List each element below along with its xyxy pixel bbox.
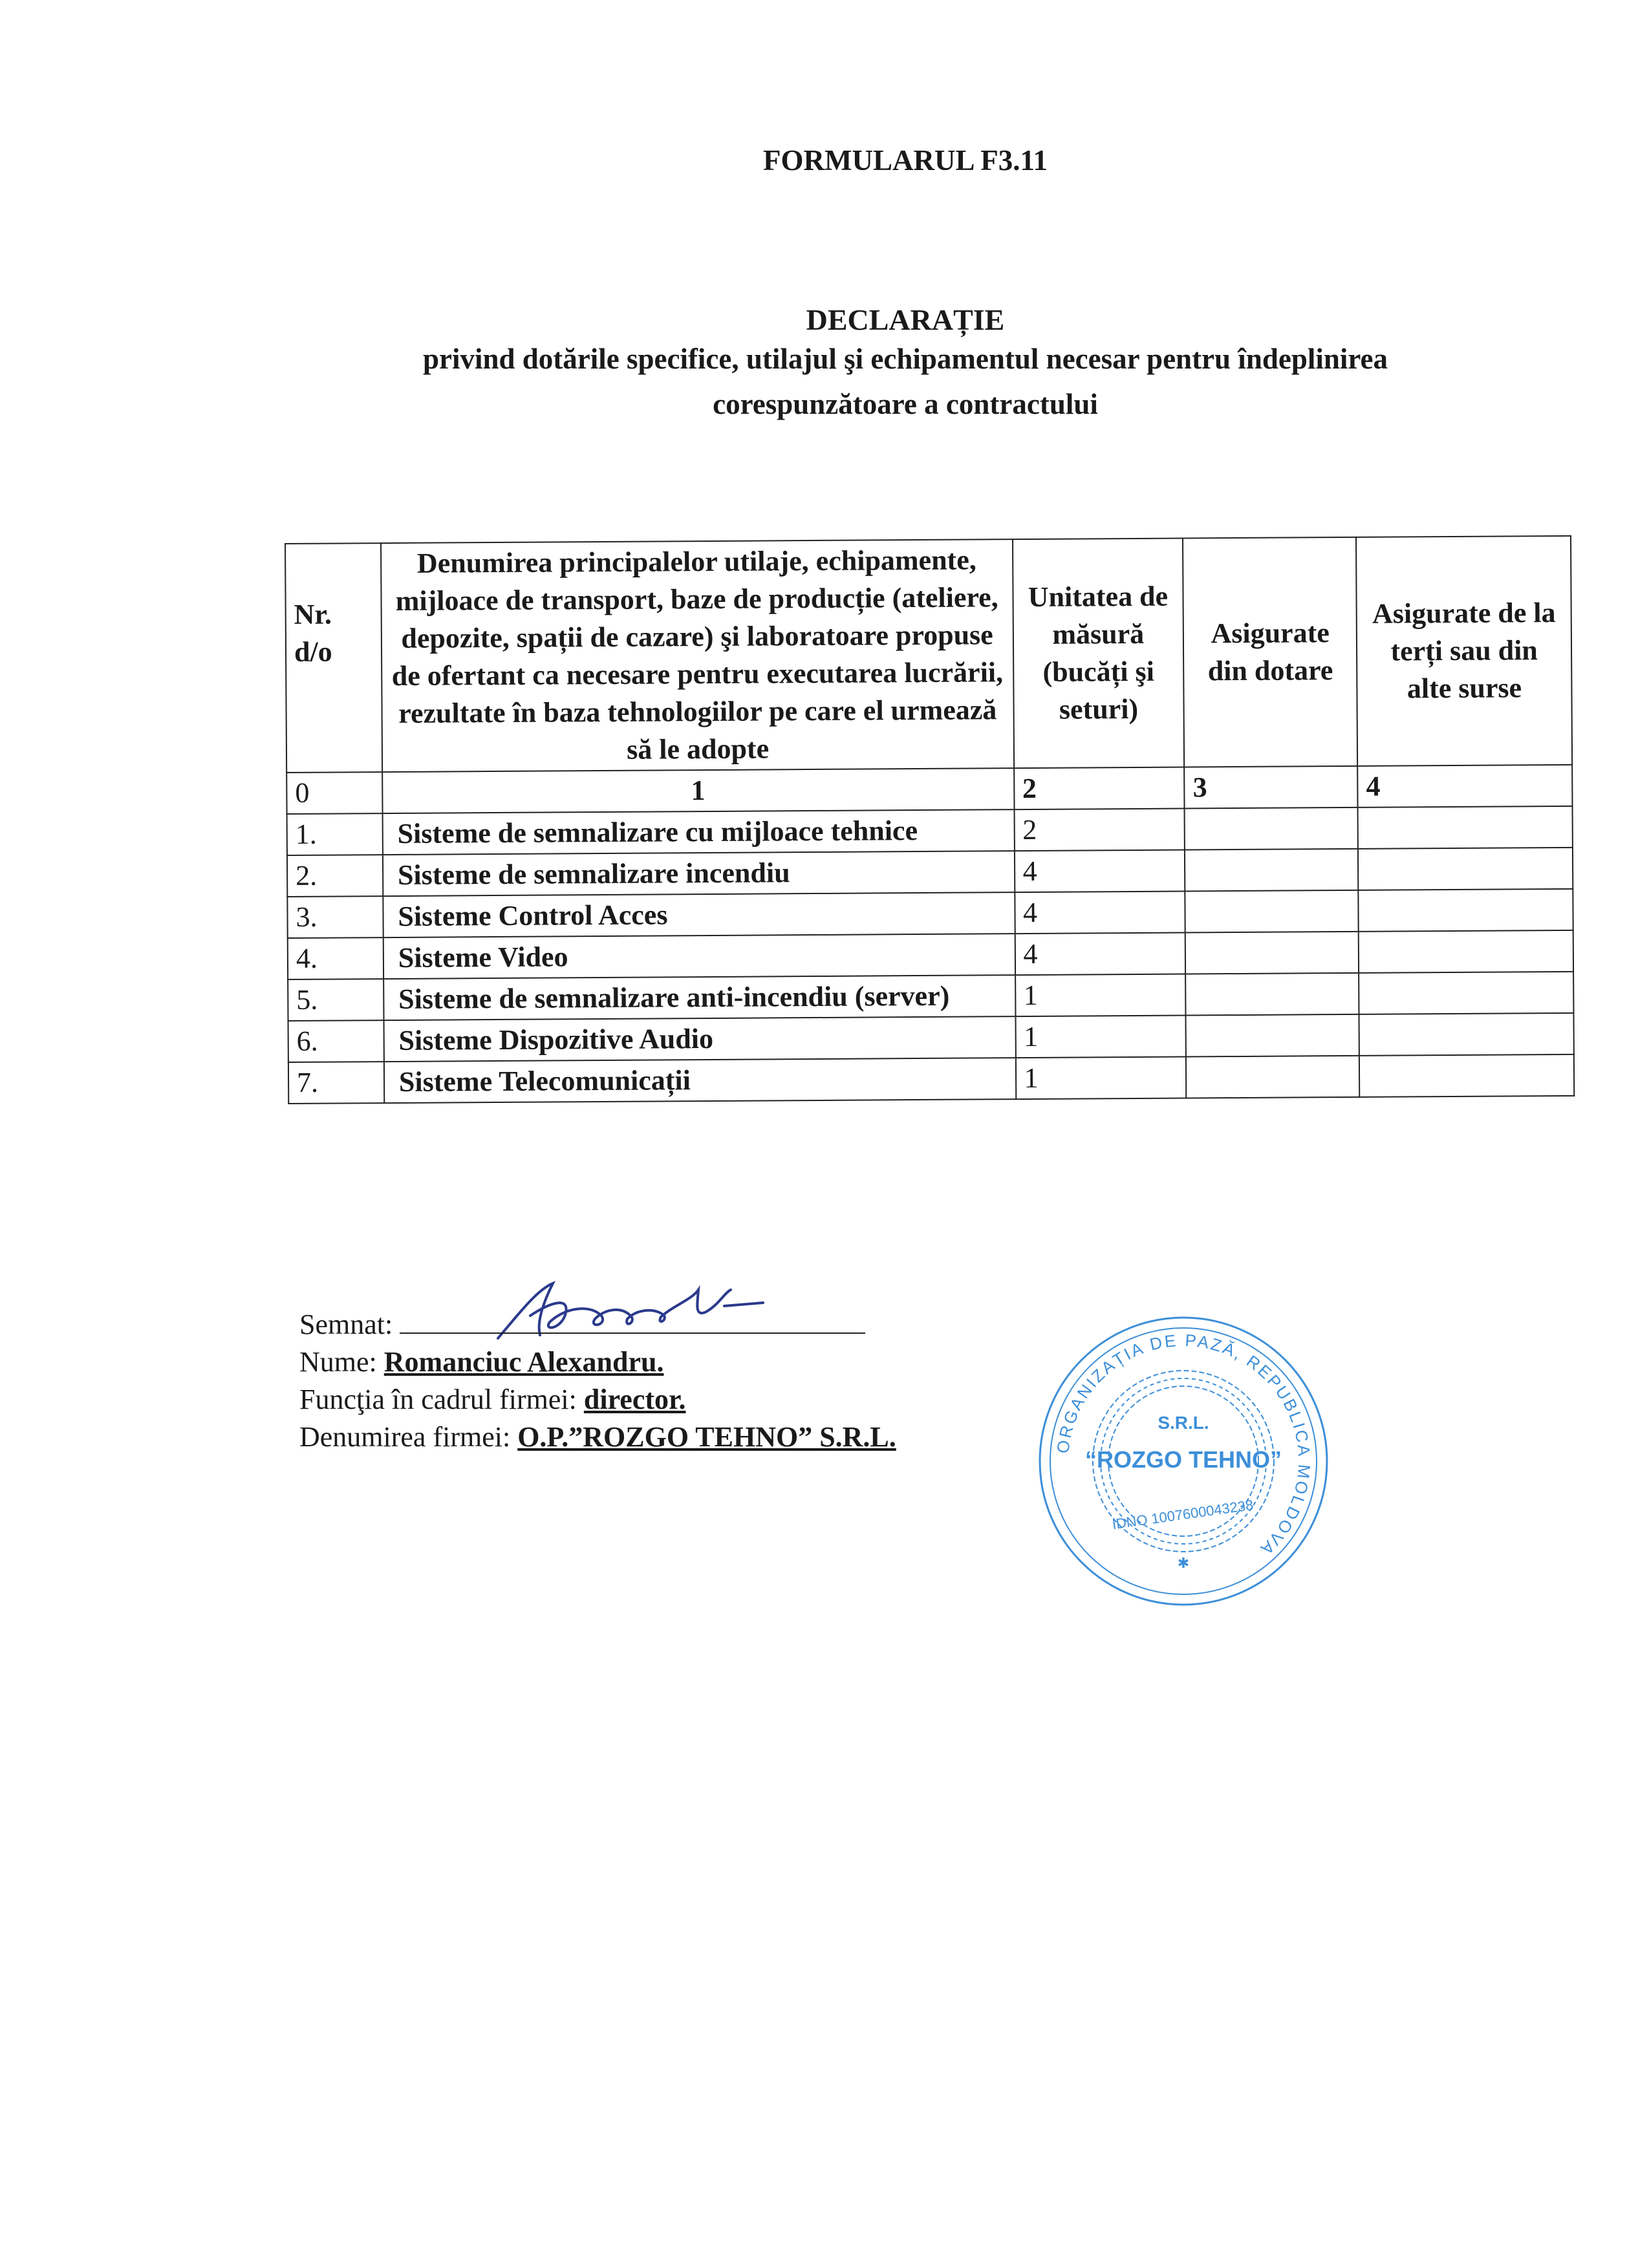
row-third bbox=[1359, 1013, 1574, 1056]
table-row bbox=[287, 806, 1573, 855]
row-third bbox=[1358, 806, 1573, 849]
svg-text:“ROZGO TEHNO”: “ROZGO TEHNO” bbox=[1085, 1446, 1282, 1473]
row-unit: 2 bbox=[1014, 809, 1185, 851]
equipment-table bbox=[285, 535, 1575, 1104]
row-number: 7. bbox=[288, 1062, 384, 1104]
index-cell: 3 bbox=[1184, 766, 1357, 809]
company-stamp bbox=[1035, 1312, 1332, 1613]
row-name: Sisteme de semnalizare incendiu bbox=[383, 851, 1015, 896]
subtitle-line: privind dotările specifice, utilajul şi echipamentul necesar pentru îndeplinirea bbox=[422, 343, 1388, 375]
form-code: FORMULARUL F3.11 bbox=[762, 144, 1048, 177]
subtitle-line: corespunzătoare a contractului bbox=[713, 388, 1098, 420]
index-cell: 0 bbox=[286, 772, 382, 814]
header-name: Denumirea principalelor utilaje, echipamente, mijloace de transport, baze de producție (ateliere, depozite, spații de cazare) şi laboratoare propuse de ofertant ca necesare pentru executarea lucrării, rezultate în baza tehnologiilor pe care el urmează să le adopte bbox=[381, 539, 1014, 772]
row-name: Sisteme de semnalizare cu mijloace tehnice bbox=[382, 809, 1014, 855]
row-unit: 1 bbox=[1015, 974, 1186, 1017]
document-title: DECLARAȚIE bbox=[806, 303, 1005, 336]
row-third bbox=[1359, 889, 1573, 932]
row-number: 3. bbox=[287, 896, 383, 938]
table-row bbox=[288, 1013, 1574, 1062]
row-name: Sisteme Dispozitive Audio bbox=[383, 1016, 1015, 1062]
index-cell: 1 bbox=[382, 768, 1014, 813]
svg-text:S.R.L.: S.R.L. bbox=[1158, 1413, 1209, 1433]
row-unit: 1 bbox=[1015, 1056, 1186, 1099]
document-subtitle bbox=[323, 336, 1487, 427]
row-own bbox=[1186, 1056, 1359, 1098]
table-row bbox=[287, 889, 1573, 938]
row-own bbox=[1185, 849, 1358, 892]
svg-text:ORGANIZAȚIA DE PAZĂ, REPUBLICA: ORGANIZAȚIA DE PAZĂ, REPUBLICA MOLDOVA bbox=[1053, 1330, 1315, 1560]
row-name: Sisteme Telecomunicații bbox=[384, 1058, 1016, 1103]
svg-text:IDNO 1007600043238: IDNO 1007600043238 bbox=[1111, 1496, 1255, 1533]
row-name: Sisteme de semnalizare anti-incendiu (server) bbox=[383, 975, 1015, 1020]
index-row bbox=[286, 765, 1572, 814]
signature-line bbox=[400, 1307, 865, 1334]
row-third bbox=[1358, 848, 1573, 890]
row-unit: 4 bbox=[1014, 850, 1185, 893]
row-own bbox=[1186, 1014, 1359, 1057]
index-cell: 4 bbox=[1357, 765, 1572, 808]
row-number: 5. bbox=[288, 979, 383, 1021]
row-unit: 4 bbox=[1015, 933, 1185, 976]
row-own bbox=[1185, 890, 1359, 933]
header-unit: Unitatea de măsură (bucăți şi seturi) bbox=[1013, 539, 1185, 769]
row-unit: 4 bbox=[1015, 892, 1185, 934]
row-number: 4. bbox=[288, 937, 383, 979]
index-cell: 2 bbox=[1014, 767, 1185, 810]
header-own: Asigurate din dotare bbox=[1183, 537, 1357, 767]
table-row bbox=[288, 930, 1573, 979]
row-own bbox=[1185, 808, 1358, 850]
name-label: Nume: bbox=[299, 1346, 377, 1378]
row-third bbox=[1359, 930, 1573, 973]
table-row bbox=[288, 1054, 1574, 1104]
table-row bbox=[288, 972, 1573, 1021]
role-value: director. bbox=[583, 1384, 686, 1415]
row-own bbox=[1185, 973, 1359, 1016]
table-header-row bbox=[285, 536, 1572, 773]
header-nr: Nr. d/o bbox=[285, 543, 382, 773]
signed-label: Semnat: bbox=[299, 1309, 393, 1340]
name-value: Romanciuc Alexandru. bbox=[383, 1346, 664, 1378]
signature-block bbox=[299, 1306, 896, 1456]
row-third bbox=[1359, 972, 1573, 1014]
company-label: Denumirea firmei: bbox=[299, 1421, 511, 1453]
table-row bbox=[287, 848, 1573, 897]
row-number: 2. bbox=[287, 855, 383, 897]
header-third: Asigurate de la terți sau din alte surse bbox=[1356, 536, 1572, 766]
row-unit: 1 bbox=[1015, 1015, 1186, 1058]
role-label: Funcţia în cadrul firmei: bbox=[299, 1384, 577, 1415]
row-number: 1. bbox=[287, 813, 383, 855]
row-name: Sisteme Control Acces bbox=[383, 892, 1015, 937]
row-own bbox=[1185, 932, 1359, 974]
company-value: O.P.”ROZGO TEHNO” S.R.L. bbox=[517, 1421, 896, 1453]
row-third bbox=[1359, 1054, 1574, 1097]
row-name: Sisteme Video bbox=[383, 934, 1015, 979]
svg-text:✱: ✱ bbox=[1177, 1555, 1190, 1571]
row-number: 6. bbox=[288, 1020, 384, 1062]
